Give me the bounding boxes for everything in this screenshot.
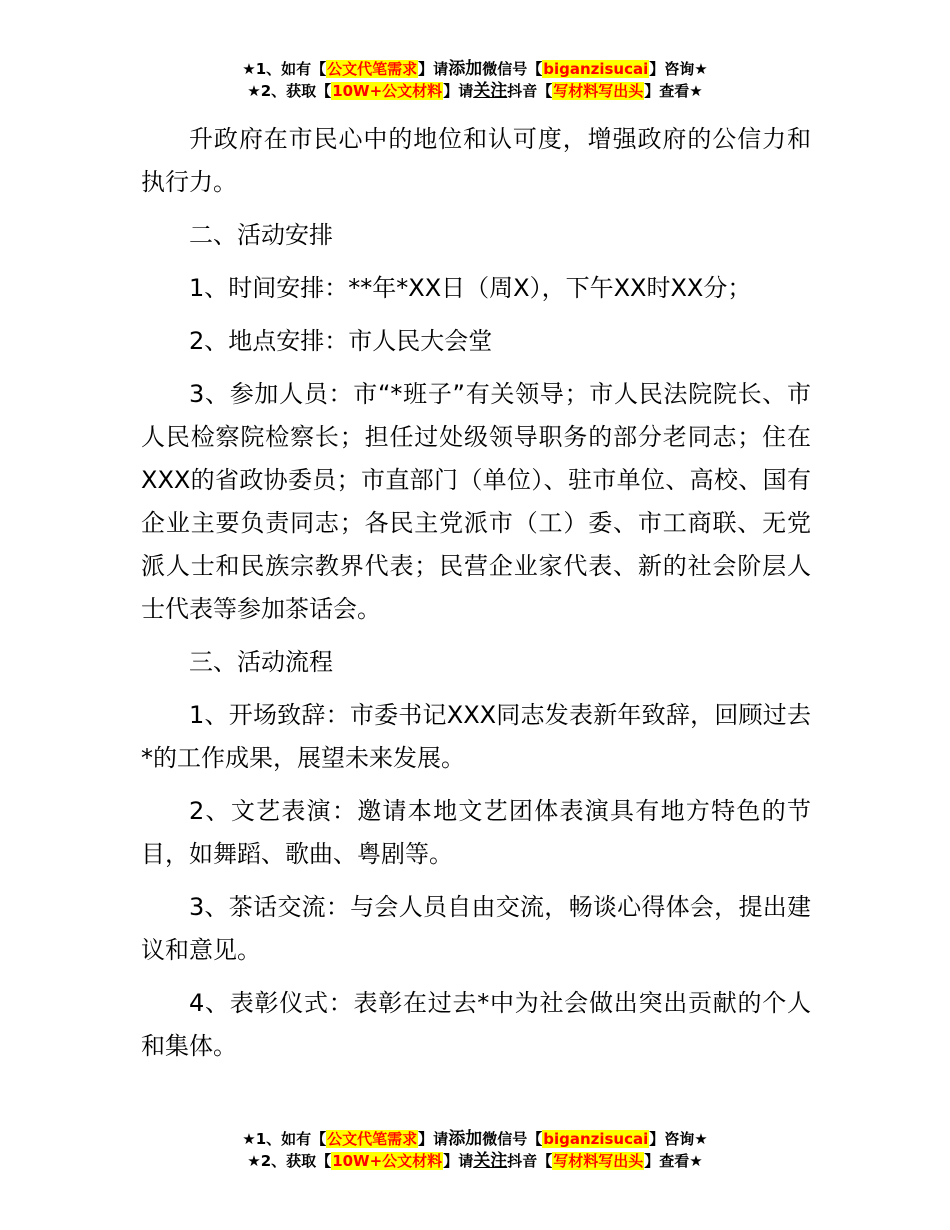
header-banner: [0, 58, 950, 102]
highlight-materials: 10W+公文材料: [332, 1152, 443, 1170]
paragraph-intro-continuation: 升政府在市民心中的地位和认可度，增强政府的公信力和执行力。: [141, 125, 811, 196]
paragraph-location: 2、地点安排：市人民大会堂: [189, 327, 493, 355]
paragraph-time: 1、时间安排：**年*XX日（周X），下午XX时XX分；: [189, 274, 752, 302]
banner-line-1: ★1、如有【公文代笔需求】请添加微信号【biganzisucai】咨询★: [242, 59, 708, 79]
footer-banner: [0, 1128, 950, 1172]
highlight-douyin-account: 写材料写出头: [553, 82, 644, 100]
highlight-wechat-id: biganzisucai: [543, 60, 649, 78]
highlight-douyin-account: 写材料写出头: [553, 1152, 644, 1170]
paragraph-opening-speech: 1、开场致辞：市委书记XXX同志发表新年致辞，回顾过去*的工作成果，展望未来发展。: [141, 701, 811, 772]
banner-line-2: ★2、获取【10W+公文材料】请关注抖音【写材料写出头】查看★: [247, 81, 703, 101]
highlight-service: 公文代笔需求: [327, 60, 418, 78]
highlight-service: 公文代笔需求: [327, 1130, 418, 1148]
section-heading-process: 三、活动流程: [189, 648, 333, 676]
paragraph-participants: 3、参加人员：市“*班子”有关领导；市人民法院院长、市人民检察院检察长；担任过处级领导职务的部分老同志；住在XXX的省政协委员；市直部门（单位）、驻市单位、高校、国有企业主要负责同志；各民主党派市（工）委、市工商联、无党派人士和民族宗教界代表；民营企业家代表、新的社会阶层人士代表等参加茶话会。: [141, 380, 811, 623]
highlight-wechat-id: biganzisucai: [543, 1130, 649, 1148]
paragraph-commendation: 4、表彰仪式：表彰在过去*中为社会做出突出贡献的个人和集体。: [141, 989, 811, 1060]
paragraph-tea-exchange: 3、茶话交流：与会人员自由交流，畅谈心得体会，提出建议和意见。: [141, 893, 811, 964]
document-body: [141, 118, 811, 1078]
highlight-materials: 10W+公文材料: [332, 82, 443, 100]
banner-line-2: ★2、获取【10W+公文材料】请关注抖音【写材料写出头】查看★: [247, 1151, 703, 1171]
paragraph-performance: 2、文艺表演：邀请本地文艺团体表演具有地方特色的节目，如舞蹈、歌曲、粤剧等。: [141, 797, 811, 868]
section-heading-arrangements: 二、活动安排: [189, 221, 333, 249]
banner-line-1: ★1、如有【公文代笔需求】请添加微信号【biganzisucai】咨询★: [242, 1129, 708, 1149]
